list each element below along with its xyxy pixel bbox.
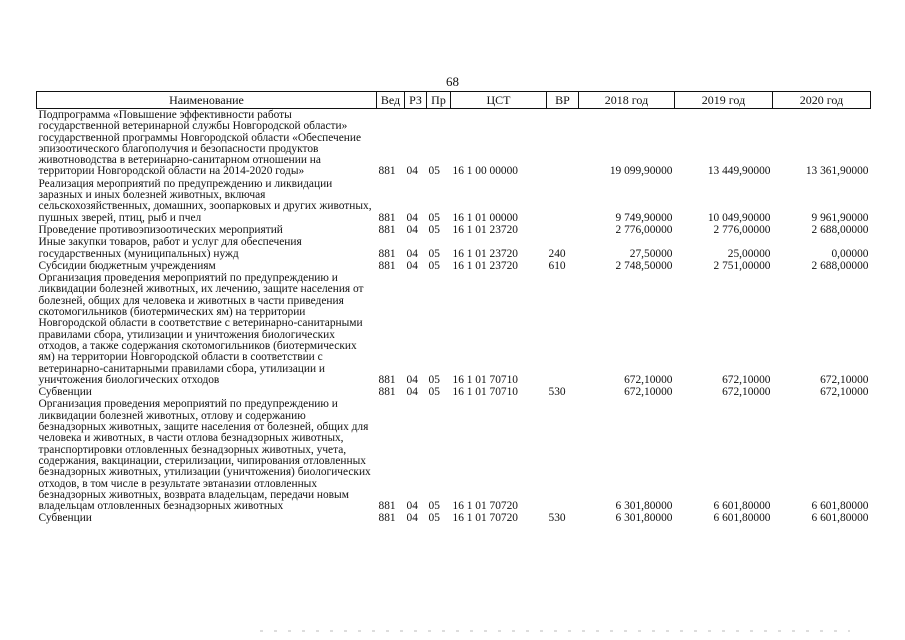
row-rz: 04 [406, 211, 418, 224]
row-vr [547, 109, 579, 178]
row-cst: 16 1 01 00000 [452, 211, 518, 224]
row-rz: 04 [406, 165, 418, 178]
table-row [37, 272, 871, 386]
row-vr: 240 [548, 247, 566, 260]
row-pr: 05 [428, 211, 440, 224]
row-name: Организация проведения мероприятий по предупреждению и ликвидации болезней животных, отлову и содержанию безнадзорных животных, защите населения от болезней, общих для человека и животных, в части отлова безнадзорных животных, транспортировки отловленных безнадзорных животных, учета, содержания, вакцинации, стерилизации, чипирования отловленных безнадзорных животных, утилизации (уничтожения) биологических отходов, в том числе в результате эвтаназии отловленных безнадзорных животных, возврата владельцам, передачи новым владельцам отловленных безнадзорных животных [38, 398, 371, 513]
row-2019: 10 049,90000 [707, 211, 771, 224]
row-ved: 881 [378, 247, 396, 260]
row-rz: 04 [406, 386, 418, 399]
row-2020: 9 961,90000 [811, 211, 869, 224]
header-2019: 2019 год [675, 92, 773, 109]
row-pr: 05 [428, 223, 440, 236]
table-row [37, 236, 871, 260]
row-2018: 2 776,00000 [615, 223, 673, 236]
row-cst: 16 1 01 70720 [452, 512, 518, 525]
table-row [37, 398, 871, 512]
row-cst: 16 1 01 23720 [452, 259, 518, 272]
scan-artifact-line [260, 630, 850, 632]
row-vr: 530 [548, 386, 566, 399]
table-row [37, 386, 871, 398]
table-row [37, 512, 871, 524]
row-pr: 05 [428, 247, 440, 260]
row-2019: 672,10000 [722, 373, 771, 386]
table-row [37, 224, 871, 236]
row-name: Субвенции [38, 512, 92, 525]
row-2020: 672,10000 [820, 373, 869, 386]
row-2019: 2 776,00000 [713, 223, 771, 236]
row-vr [547, 224, 579, 236]
row-pr: 05 [428, 500, 440, 513]
row-ved: 881 [378, 165, 396, 178]
row-rz: 04 [406, 373, 418, 386]
row-ved: 881 [378, 500, 396, 513]
row-cst: 16 1 01 70710 [452, 386, 518, 399]
row-vr [547, 272, 579, 386]
row-2020: 6 601,80000 [811, 512, 869, 525]
row-ved: 881 [378, 211, 396, 224]
table-row [37, 178, 871, 224]
row-2020: 6 601,80000 [811, 500, 869, 513]
row-2018: 2 748,50000 [615, 259, 673, 272]
row-ved: 881 [378, 373, 396, 386]
row-2020: 2 688,00000 [811, 259, 869, 272]
row-vr [547, 398, 579, 512]
row-2019: 672,10000 [722, 386, 771, 399]
row-pr: 05 [428, 373, 440, 386]
budget-table [36, 91, 871, 525]
row-2020: 672,10000 [820, 386, 869, 399]
row-2019: 6 601,80000 [713, 512, 771, 525]
row-2018: 19 099,90000 [609, 165, 673, 178]
header-2018: 2018 год [579, 92, 675, 109]
header-rz: РЗ [405, 92, 427, 109]
row-name: Иные закупки товаров, работ и услуг для обеспечения государственных (муниципальных) нужд [38, 236, 302, 260]
row-cst: 16 1 01 70720 [452, 500, 518, 513]
row-ved: 881 [378, 386, 396, 399]
row-cst: 16 1 00 00000 [452, 165, 518, 178]
row-2018: 27,50000 [629, 247, 673, 260]
row-rz: 04 [406, 247, 418, 260]
row-2019: 13 449,90000 [707, 165, 771, 178]
row-name: Субсидии бюджетным учреждениям [38, 259, 216, 272]
row-pr: 05 [428, 165, 440, 178]
row-2020: 0,00000 [831, 247, 869, 260]
header-ved: Вед [377, 92, 405, 109]
row-vr [547, 178, 579, 224]
row-ved: 881 [378, 512, 396, 525]
row-pr: 05 [428, 259, 440, 272]
table-row [37, 260, 871, 272]
header-name: Наименование [37, 92, 377, 109]
row-2018: 9 749,90000 [615, 211, 673, 224]
row-name: Субвенции [38, 386, 92, 399]
row-pr: 05 [428, 386, 440, 399]
row-name: Организация проведения мероприятий по предупреждению и ликвидации болезней животных, их лечению, защите населения от болезней, общих для человека и животных в части приведения скотомогильников (биотермических ям) на территории Новгородской области в соответствие с ветеринарно-санитарными правилами сбора, утилизации и уничтожения биологических отходов, а также содержания скотомогильников (биотермических ям) на территории Новгородской области в соответствии с ветеринарно-санитарными правилами сбора, утилизации и уничтожения биологических отходов [38, 272, 364, 386]
row-2019: 6 601,80000 [713, 500, 771, 513]
row-2019: 2 751,00000 [713, 259, 771, 272]
header-pr: Пр [427, 92, 451, 109]
page-number: 68 [446, 74, 459, 89]
row-ved: 881 [378, 259, 396, 272]
row-name: Подпрограмма «Повышение эффективности работы государственной ветеринарной службы Новгородской области» государственной программы Новгородской области «Обеспечение эпизоотического благополучия и безопасности продуктов животноводства в ветеринарно-санитарном отношении на территории Новгородской области на 2014-2020 годы» [38, 109, 362, 178]
row-pr: 05 [428, 512, 440, 525]
row-2018: 6 301,80000 [615, 512, 673, 525]
table-header-row [37, 92, 871, 109]
row-2018: 672,10000 [624, 373, 673, 386]
row-2018: 672,10000 [624, 386, 673, 399]
row-rz: 04 [406, 223, 418, 236]
row-rz: 04 [406, 500, 418, 513]
row-2020: 13 361,90000 [805, 165, 869, 178]
table-row [37, 109, 871, 178]
header-2020: 2020 год [773, 92, 871, 109]
row-cst: 16 1 01 23720 [452, 247, 518, 260]
row-cst: 16 1 01 23720 [452, 223, 518, 236]
row-rz: 04 [406, 259, 418, 272]
row-cst: 16 1 01 70710 [452, 373, 518, 386]
row-vr: 530 [548, 512, 566, 525]
header-cst: ЦСТ [451, 92, 547, 109]
header-vr: ВР [547, 92, 579, 109]
row-vr: 610 [548, 259, 566, 272]
row-2018: 6 301,80000 [615, 500, 673, 513]
row-ved: 881 [378, 223, 396, 236]
row-name: Реализация мероприятий по предупреждению и ликвидации заразных и иных болезней животных, включая сельскохозяйственных, домашних, зоопарковых и других животных, пушных зверей, птиц, рыб и пчел [38, 177, 372, 224]
row-2020: 2 688,00000 [811, 223, 869, 236]
row-name: Проведение противоэпизоотических мероприятий [38, 223, 283, 236]
row-2019: 25,00000 [727, 247, 771, 260]
row-rz: 04 [406, 512, 418, 525]
